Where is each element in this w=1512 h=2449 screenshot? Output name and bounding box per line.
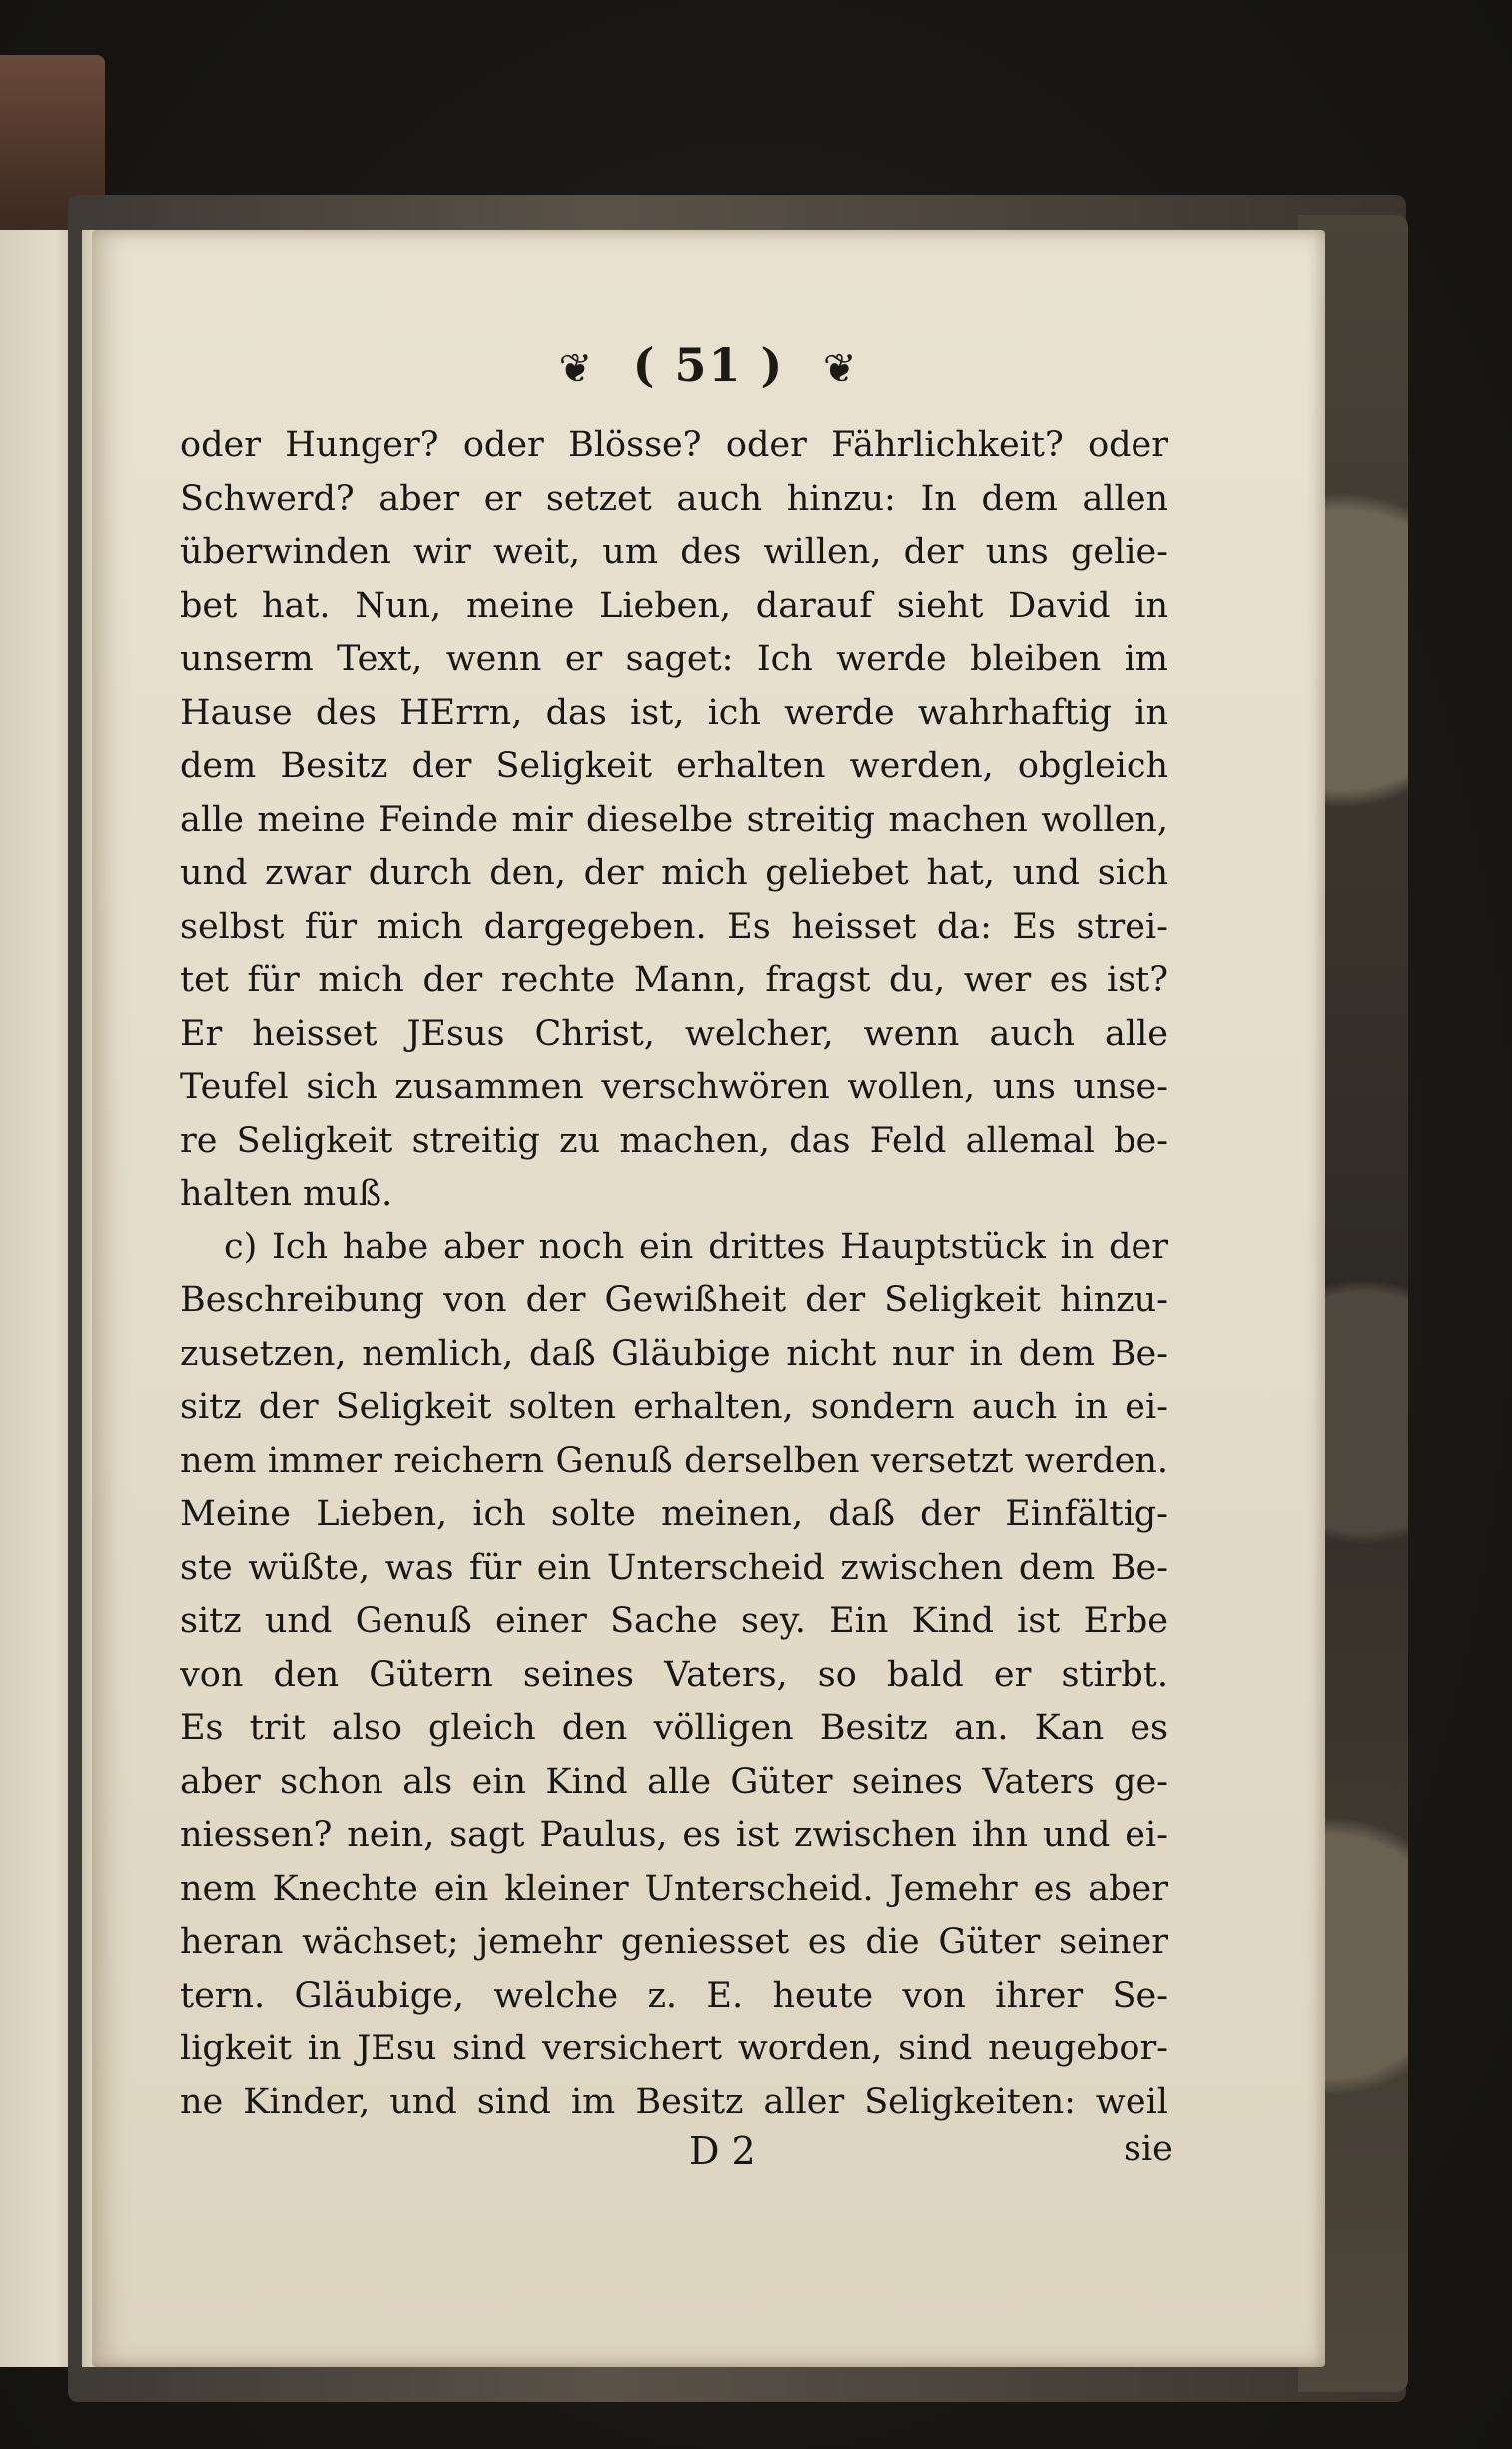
text-line: Schwerd? aber er setzet auch hinzu: In dem allen bbox=[180, 478, 1168, 519]
text-line: unserm Text, wenn er saget: Ich werde bleiben im bbox=[180, 639, 1168, 679]
text-line: re Seligkeit streitig zu machen, das Feld allemal be- bbox=[180, 1120, 1168, 1161]
page-number: ( 51 ) bbox=[632, 338, 785, 392]
text-line: tet für mich der rechte Mann, fragst du, wer es ist? bbox=[180, 960, 1168, 1000]
text-line: tern. Gläubige, welche z. E. heute von ihrer Se- bbox=[180, 1975, 1168, 2016]
text-line: ne Kinder, und sind im Besitz aller Seligkeiten: weil bbox=[180, 2081, 1168, 2122]
text-line: ste wüßte, was für ein Unterscheid zwischen dem Be- bbox=[180, 1547, 1168, 1588]
text-line: Er heisset JEsus Christ, welcher, wenn auch alle bbox=[180, 1013, 1168, 1054]
text-line: Teufel sich zusammen verschwören wollen, uns unse- bbox=[180, 1067, 1168, 1107]
text-line: oder Hunger? oder Blösse? oder Fährlichkeit? oder bbox=[180, 425, 1168, 465]
text-line: niessen? nein, sagt Paulus, es ist zwischen ihn und ei- bbox=[180, 1815, 1168, 1855]
text-line: nem immer reichern Genuß derselben versetzt werden. bbox=[180, 1440, 1168, 1481]
text-line: c) Ich habe aber noch ein drittes Hauptstück in der bbox=[224, 1226, 1168, 1267]
text-line: zusetzen, nemlich, daß Gläubige nicht nur in dem Be- bbox=[180, 1333, 1168, 1374]
text-line: bet hat. Nun, meine Lieben, darauf sieht David in bbox=[180, 585, 1168, 626]
catchword: sie bbox=[1124, 2129, 1173, 2169]
text-line: alle meine Feinde mir dieselbe streitig machen wollen, bbox=[180, 799, 1168, 840]
text-line: heran wächset; jemehr geniesset es die Güter seiner bbox=[180, 1922, 1168, 1962]
text-line: halten muß. bbox=[180, 1174, 393, 1214]
text-line: Es trit also gleich den völligen Besitz an. Kan es bbox=[180, 1708, 1168, 1748]
ornament-right-icon: ❦ bbox=[822, 346, 859, 392]
text-line: ligkeit in JEsu sind versichert worden, sind neugebor- bbox=[180, 2029, 1168, 2068]
text-line: und zwar durch den, der mich geliebet hat, und sich bbox=[180, 853, 1168, 893]
text-line: nem Knechte ein kleiner Unterscheid. Jemehr es aber bbox=[180, 1868, 1168, 1909]
body-text bbox=[180, 419, 1168, 2129]
text-line: selbst für mich dargegeben. Es heisset da: Es strei- bbox=[180, 906, 1168, 947]
text-line: dem Besitz der Seligkeit erhalten werden, obgleich bbox=[180, 746, 1168, 786]
running-header bbox=[92, 338, 1325, 392]
text-line: sitz der Seligkeit solten erhalten, sondern auch in ei- bbox=[180, 1387, 1168, 1427]
signature-mark: D 2 bbox=[689, 2129, 756, 2173]
text-line: überwinden wir weit, um des willen, der uns gelie- bbox=[180, 532, 1168, 572]
text-line: Beschreibung von der Gewißheit der Seligkeit hinzu- bbox=[180, 1280, 1168, 1320]
text-line: sitz und Genuß einer Sache sey. Ein Kind ist Erbe bbox=[180, 1601, 1168, 1641]
text-line: Hause des HErrn, das ist, ich werde wahrhaftig in bbox=[180, 692, 1168, 733]
text-line: aber schon als ein Kind alle Güter seines Vaters ge- bbox=[180, 1761, 1168, 1802]
ornament-left-icon: ❦ bbox=[558, 346, 595, 392]
text-line: Meine Lieben, ich solte meinen, daß der Einfältig- bbox=[180, 1494, 1168, 1534]
text-line: von den Gütern seines Vaters, so bald er stirbt. bbox=[180, 1654, 1168, 1695]
